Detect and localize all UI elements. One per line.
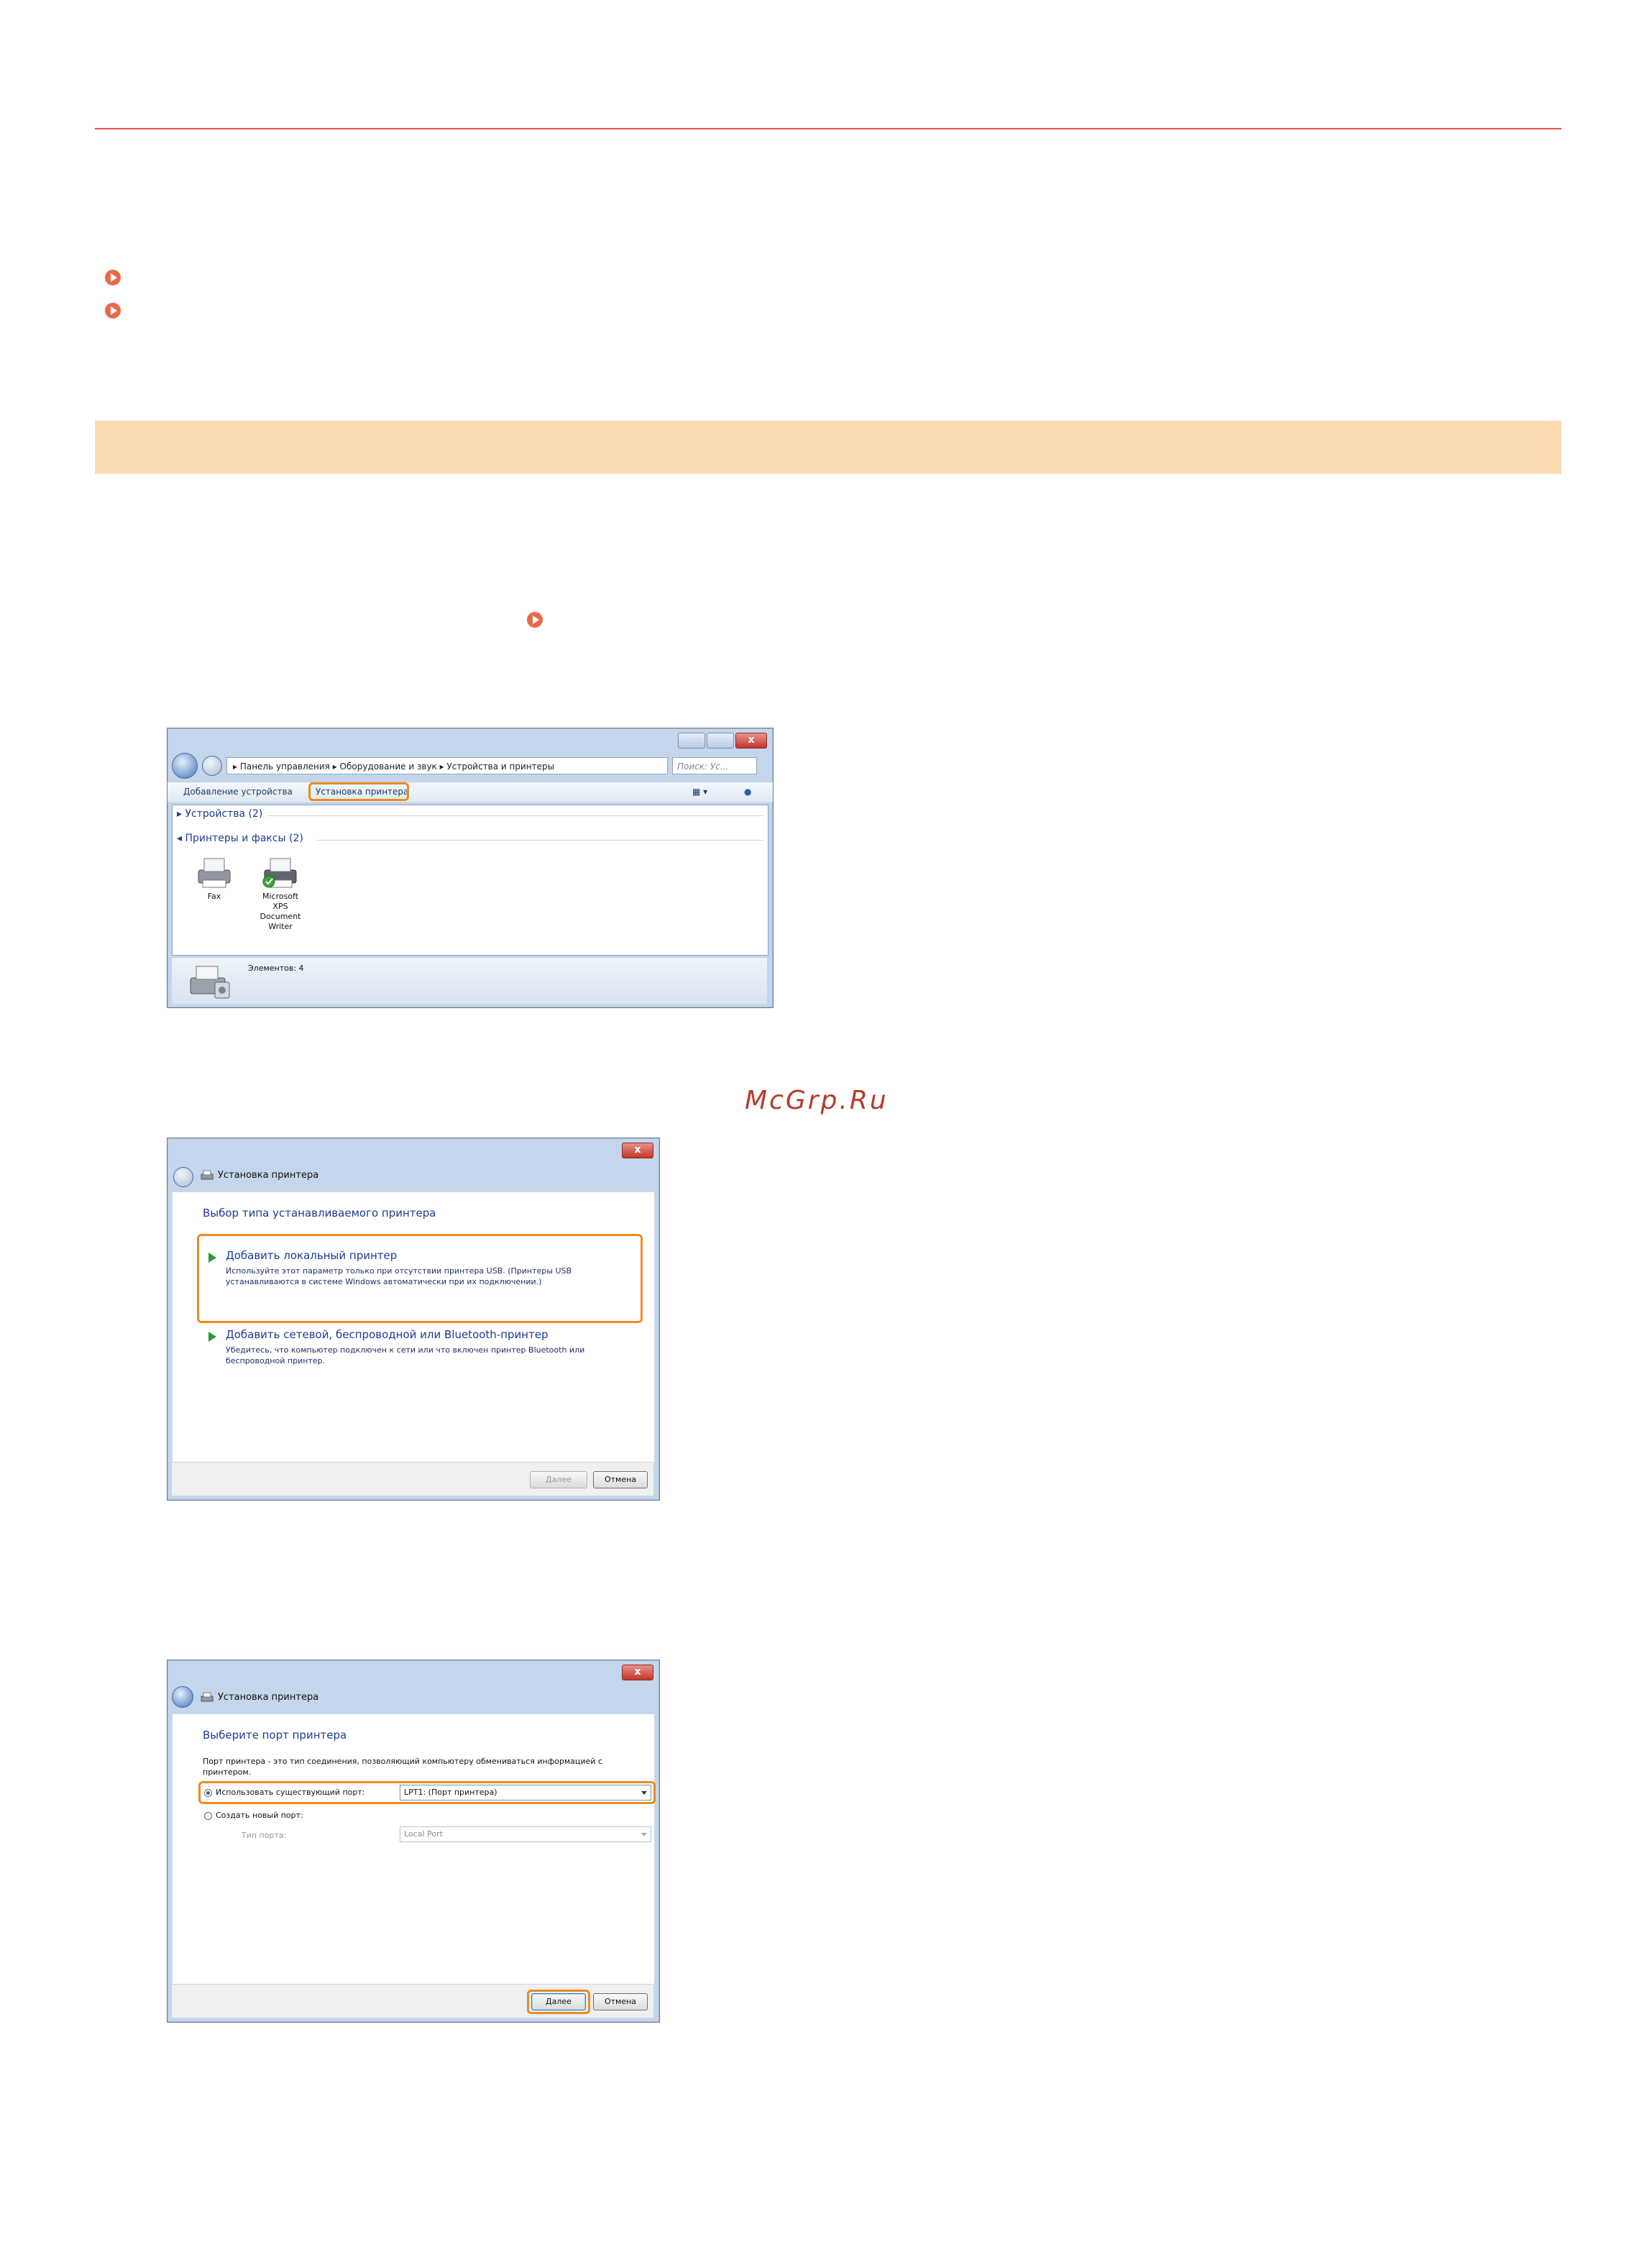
printer-icon bbox=[201, 1692, 214, 1703]
highlight-local-printer bbox=[197, 1234, 643, 1323]
cancel-button[interactable]: Отмена bbox=[593, 1471, 648, 1488]
printer-port-dialog bbox=[167, 1660, 660, 2023]
group-divider bbox=[267, 815, 763, 816]
dialog-body bbox=[172, 1713, 655, 1985]
section-band bbox=[95, 421, 1561, 474]
command-toolbar bbox=[168, 782, 773, 803]
back-arrow-icon[interactable] bbox=[172, 753, 198, 779]
close-button[interactable] bbox=[735, 733, 767, 749]
radio-new-port[interactable] bbox=[204, 1812, 212, 1820]
highlight-next-button bbox=[527, 1990, 590, 2014]
chevron-down-icon: ◂ bbox=[177, 833, 183, 844]
dialog-footer bbox=[172, 1984, 653, 2018]
printer-type-dialog bbox=[167, 1138, 660, 1501]
explorer-window bbox=[167, 728, 774, 1008]
address-field[interactable]: ▸ Панель управления ▸ Оборудование и звук ▸ Устройства и принтеры bbox=[226, 757, 668, 774]
window-caption-buttons bbox=[622, 1143, 653, 1158]
details-pane bbox=[172, 957, 767, 1004]
radio-new-port-label: Создать новый порт: bbox=[216, 1811, 303, 1820]
dialog-footer bbox=[172, 1462, 653, 1496]
view-options-icon[interactable]: ▦ ▾ bbox=[692, 787, 708, 797]
group-divider bbox=[316, 840, 763, 841]
fax-printer-icon bbox=[193, 853, 236, 892]
close-button[interactable] bbox=[622, 1143, 653, 1158]
xps-printer-icon bbox=[259, 853, 302, 892]
watermark: McGrp.Ru bbox=[745, 1086, 889, 1115]
link-arrow-icon[interactable] bbox=[105, 303, 121, 319]
window-caption-buttons bbox=[622, 1665, 653, 1680]
items-count: Элементов: 4 bbox=[248, 964, 304, 973]
minimize-button[interactable] bbox=[678, 733, 705, 749]
existing-port-select[interactable]: LPT1: (Порт принтера) bbox=[400, 1785, 651, 1801]
option-add-network-printer[interactable]: Добавить сетевой, беспроводной или Bluetooth-принтер Убедитесь, что компьютер подключен к сети или что включен принтер Bluetooth или беспроводной принтер. bbox=[200, 1322, 631, 1379]
window-caption-buttons bbox=[678, 733, 767, 749]
printer-item-fax[interactable]: Fax bbox=[187, 853, 242, 910]
dialog-heading: Выбор типа устанавливаемого принтера bbox=[203, 1207, 436, 1220]
highlight-existing-port bbox=[198, 1781, 656, 1804]
next-button[interactable]: Далее bbox=[530, 1471, 587, 1488]
green-arrow-icon bbox=[208, 1332, 216, 1342]
back-arrow-icon[interactable] bbox=[172, 1686, 193, 1708]
chevron-down-icon bbox=[641, 1833, 647, 1836]
radio-existing-port-label: Использовать существующий порт: bbox=[216, 1788, 365, 1797]
port-type-label: Тип порта: bbox=[242, 1831, 287, 1840]
port-intro-text: Порт принтера - это тип соединения, позволяющий компьютеру обмениваться информацией с принтером. bbox=[203, 1757, 602, 1777]
forward-arrow-icon[interactable] bbox=[202, 756, 222, 776]
cancel-button[interactable]: Отмена bbox=[593, 1993, 648, 2010]
back-arrow-icon[interactable] bbox=[173, 1167, 193, 1187]
port-type-select[interactable]: Local Port bbox=[400, 1826, 651, 1842]
option-add-local-printer[interactable]: Добавить локальный принтер Используйте этот параметр только при отсутствии принтера USB. (Принтеры USB устанавливаются в системе Windows автоматически при их подключении.) bbox=[200, 1237, 631, 1309]
group-printers[interactable]: ◂ Принтеры и факсы (2) bbox=[177, 833, 303, 844]
group-devices[interactable]: ▸ Устройства (2) bbox=[177, 808, 263, 820]
help-icon[interactable]: ● bbox=[744, 787, 752, 797]
close-button[interactable] bbox=[622, 1665, 653, 1680]
search-input[interactable]: Поиск: Ус... bbox=[672, 757, 757, 774]
chevron-right-icon: ▸ bbox=[177, 808, 183, 820]
printer-icon bbox=[201, 1170, 214, 1181]
highlight-add-printer bbox=[308, 782, 409, 801]
add-printer-button[interactable]: Установка принтера bbox=[316, 787, 409, 797]
link-arrow-icon[interactable] bbox=[105, 270, 121, 285]
dialog-heading: Выберите порт принтера bbox=[203, 1729, 347, 1742]
devices-content-area bbox=[172, 805, 768, 956]
next-button[interactable]: Далее bbox=[531, 1993, 586, 2010]
link-arrow-icon[interactable] bbox=[527, 612, 543, 628]
header-rule bbox=[95, 128, 1561, 129]
dialog-body bbox=[172, 1191, 655, 1463]
maximize-button[interactable] bbox=[707, 733, 734, 749]
address-bar bbox=[172, 753, 757, 779]
dialog-title: Установка принтера bbox=[218, 1692, 319, 1703]
printer-item-xps[interactable]: Microsoft XPS Document Writer bbox=[246, 853, 315, 939]
dialog-title: Установка принтера bbox=[218, 1170, 319, 1181]
add-device-button[interactable]: Добавление устройства bbox=[183, 787, 293, 797]
multifunction-printer-icon bbox=[186, 961, 232, 1002]
